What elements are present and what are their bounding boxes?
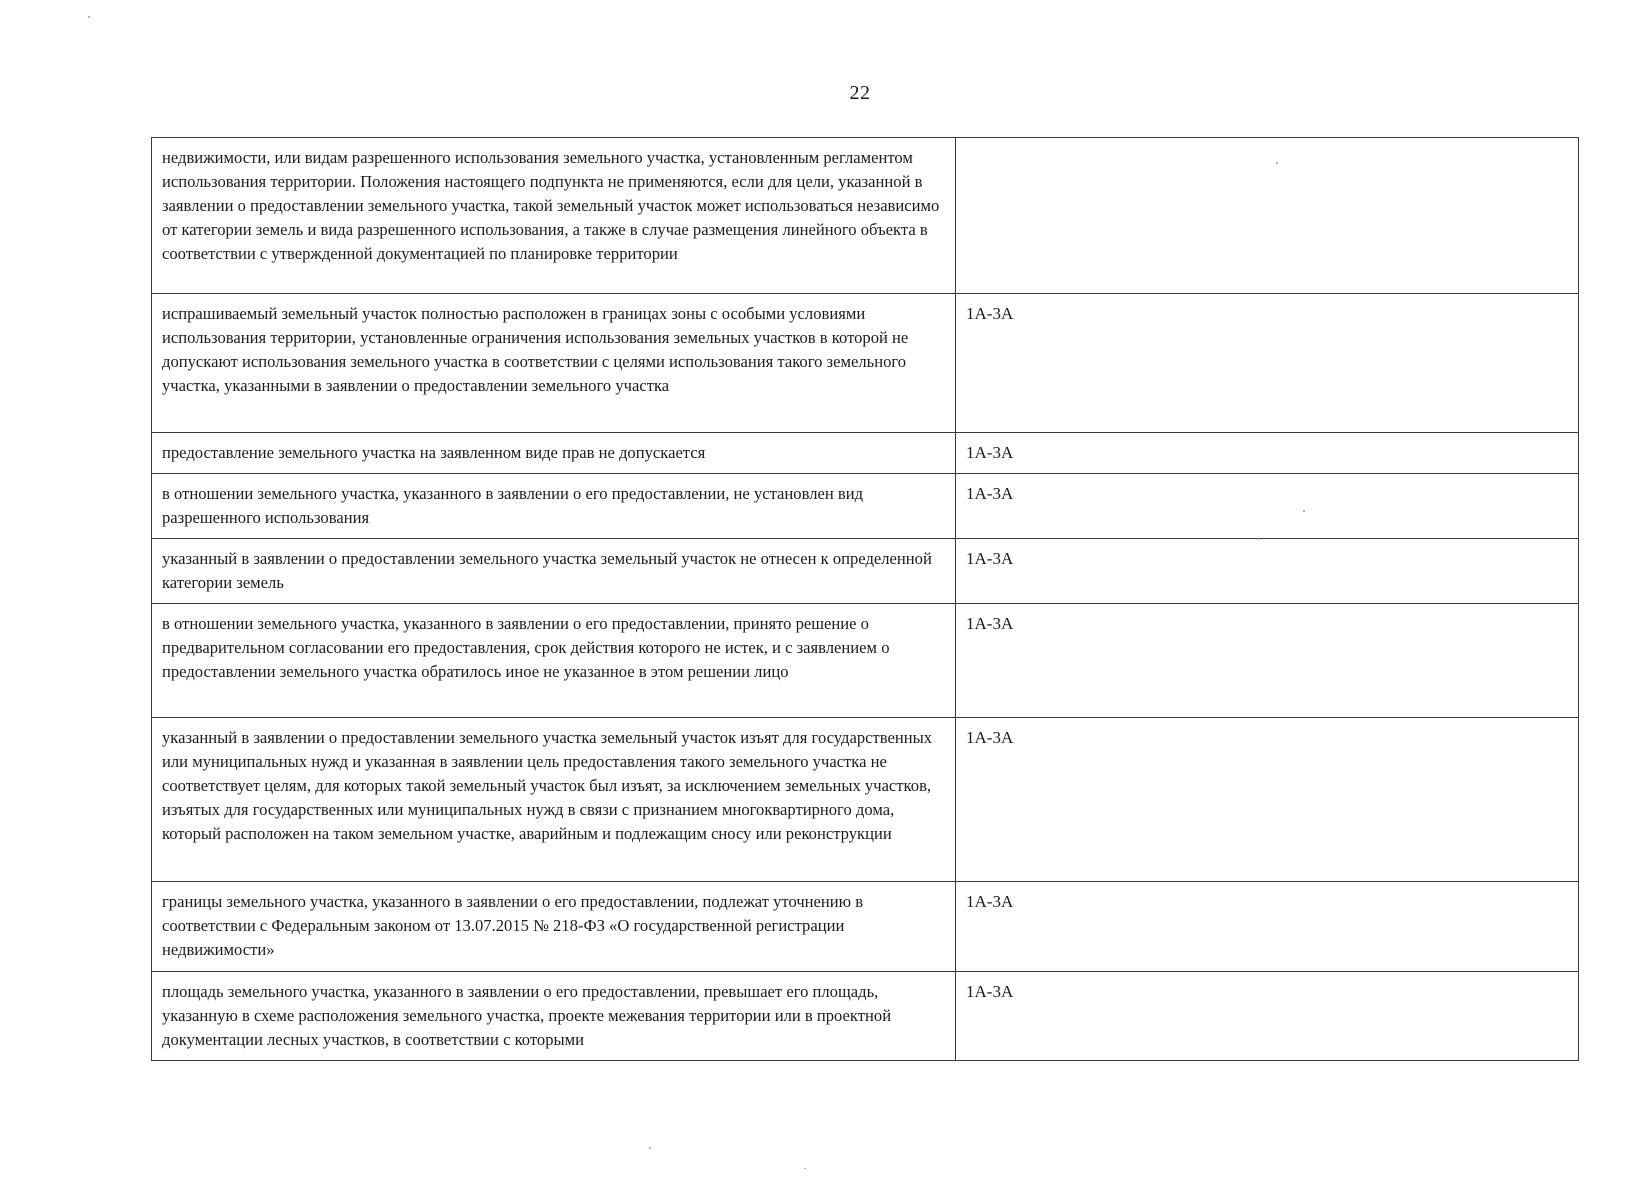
ground-code [956,138,1579,294]
ground-text: границы земельного участка, указанного в заявлении о его предоставлении, подлежат уточнению в соответствии с Федеральным законом от 13.07.2015 № 218-ФЗ «О государственной регистрации недвижимости» [152,882,956,972]
table-row [152,294,1579,433]
table-row [152,474,1579,539]
scan-speck [804,1168,806,1169]
ground-code: 1А-3А [956,294,1579,433]
scan-speck [649,1147,651,1149]
table-row [152,972,1579,1061]
ground-code: 1А-3А [956,539,1579,604]
ground-text: в отношении земельного участка, указанного в заявлении о его предоставлении, принято решение о предварительном согласовании его предоставления, срок действия которого не истек, и с заявлением о предоставлении земельного участка обратилось иное не указанное в этом решении лицо [152,604,956,718]
ground-code: 1А-3А [956,433,1579,474]
table-row [152,138,1579,294]
scan-speck [1257,538,1259,540]
ground-code: 1А-3А [956,474,1579,539]
table-row [152,718,1579,882]
ground-text: указанный в заявлении о предоставлении земельного участка земельный участок не отнесен к определенной категории земель [152,539,956,604]
ground-text: предоставление земельного участка на заявленном виде прав не допускается [152,433,956,474]
ground-text: в отношении земельного участка, указанного в заявлении о его предоставлении, не установлен вид разрешенного использования [152,474,956,539]
ground-text: недвижимости, или видам разрешенного использования земельного участка, установленным регламентом использования территории. Положения настоящего подпункта не применяются, если для цели, указанной в заявлении о предоставлении земельного участка, такой земельный участок может использоваться независимо от категории земель и вида разрешенного использования, а также в случае размещения линейного объекта в соответствии с утвержденной документацией по планировке территории [152,138,956,294]
ground-code: 1А-3А [956,882,1579,972]
scan-speck [1303,510,1305,512]
page-number: 22 [849,82,871,104]
ground-code: 1А-3А [956,718,1579,882]
ground-text: испрашиваемый земельный участок полностью расположен в границах зоны с особыми условиями использования территории, установленные ограничения использования земельных участков в которой не допускают использования земельного участка в соответствии с целями использования такого земельного участка, указанными в заявлении о предоставлении земельного участка [152,294,956,433]
table-row [152,433,1579,474]
table-row [152,882,1579,972]
ground-code: 1А-3А [956,604,1579,718]
grounds-table [151,137,1579,1061]
ground-code: 1А-3А [956,972,1579,1061]
scan-speck [88,16,90,18]
table-row [152,539,1579,604]
scan-speck [1276,162,1278,164]
ground-text: площадь земельного участка, указанного в заявлении о его предоставлении, превышает его площадь, указанную в схеме расположения земельного участка, проекте межевания территории или в проектной документации лесных участков, в соответствии с которыми [152,972,956,1061]
table-row [152,604,1579,718]
ground-text: указанный в заявлении о предоставлении земельного участка земельный участок изъят для государственных или муниципальных нужд и указанная в заявлении цель предоставления такого земельного участка не соответствует целям, для которых такой земельный участок был изъят, за исключением земельных участков, изъятых для государственных или муниципальных нужд в связи с признанием многоквартирного дома, который расположен на таком земельном участке, аварийным и подлежащим сносу или реконструкции [152,718,956,882]
